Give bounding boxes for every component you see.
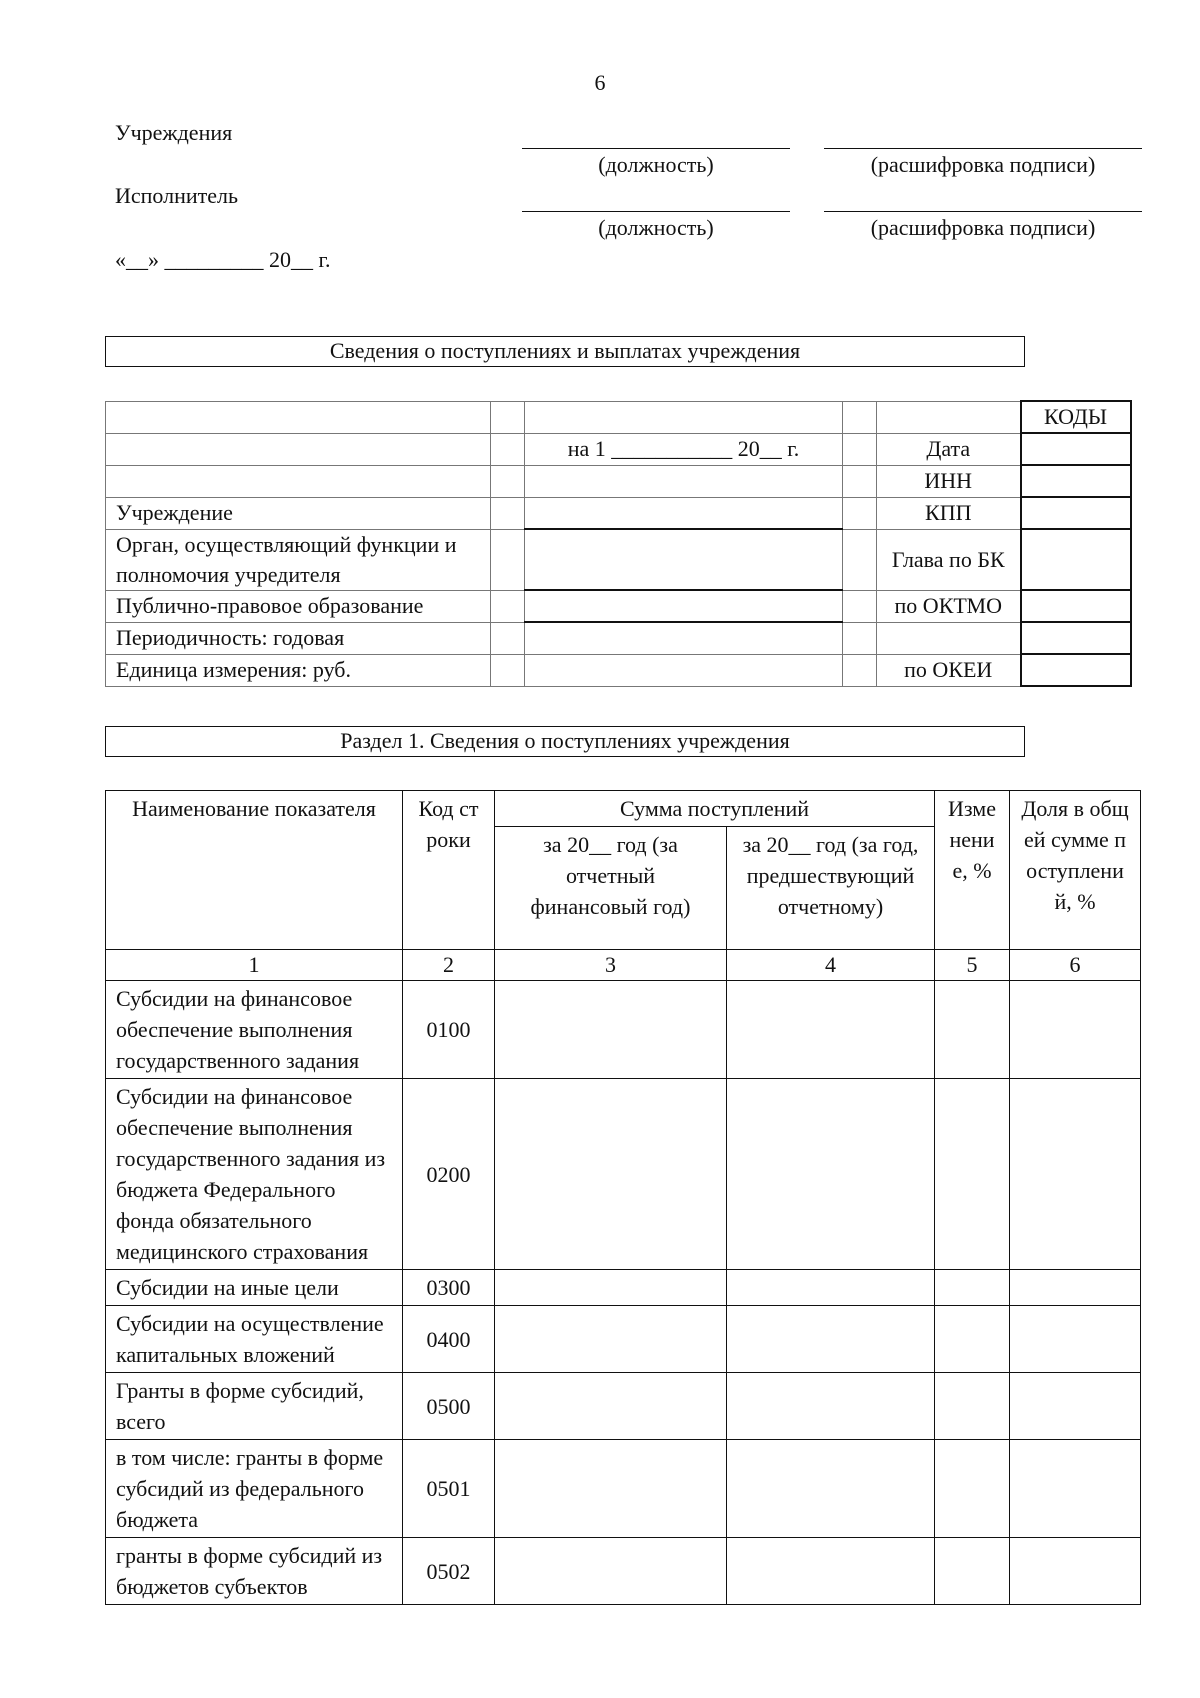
section1-title: Раздел 1. Сведения о поступлениях учреждения [105,726,1025,757]
cell-share[interactable] [1010,1306,1141,1373]
code-label-inn: ИНН [877,465,1021,497]
decode-signature-line-1[interactable] [824,148,1142,149]
table-row [106,1079,1141,1270]
code-field-oktmo[interactable] [1021,590,1131,622]
table-row [106,1538,1141,1605]
header-change: Изменение, % [935,791,1010,950]
cell-change[interactable] [935,1440,1010,1538]
signature-label-executor: Исполнитель [115,183,239,208]
code-field-inn[interactable] [1021,465,1131,497]
info-row-unit [106,654,1131,686]
form-title: Сведения о поступлениях и выплатах учреждения [105,336,1025,367]
code-label-date: Дата [877,433,1021,465]
cell-current-year[interactable] [495,1373,727,1440]
table-row [106,981,1141,1079]
report-date: на 1 ___________ 20__ г. [525,433,843,465]
row-code: 0100 [403,981,495,1079]
field-institution[interactable] [525,497,843,529]
info-row-institution [106,497,1131,529]
col-number: 4 [727,950,935,981]
col-number: 1 [106,950,403,981]
cell-share[interactable] [1010,1440,1141,1538]
position-caption-1: (должность) [598,152,714,177]
cell-change[interactable] [935,1373,1010,1440]
cell-current-year[interactable] [495,981,727,1079]
field-founder[interactable] [525,529,843,590]
cell-change[interactable] [935,1538,1010,1605]
header-name: Наименование показателя [106,791,403,950]
code-label-kpp: КПП [877,497,1021,529]
label-public-entity: Публично-правовое образование [106,590,491,622]
info-row-public-entity [106,590,1131,622]
info-row-codes-header [106,401,1131,433]
row-code: 0200 [403,1079,495,1270]
signature-date: «__» _________ 20__ г. [115,247,331,272]
code-field-okei[interactable] [1021,654,1131,686]
header-code: Код строки [403,791,495,950]
signature-label-institution: Учреждения [115,120,233,145]
row-code: 0500 [403,1373,495,1440]
cell-change[interactable] [935,981,1010,1079]
cell-share[interactable] [1010,981,1141,1079]
cell-current-year[interactable] [495,1270,727,1306]
table-row [106,1440,1141,1538]
table-row [106,1373,1141,1440]
label-founder: Орган, осуществляющий функции и полномочия учредителя [106,529,491,590]
row-name: в том числе: гранты в форме субсидий из федерального бюджета [106,1440,403,1538]
code-label-oktmo: по ОКТМО [877,590,1021,622]
position-caption-2: (должность) [598,215,714,240]
info-row-periodicity [106,622,1131,654]
code-label-okei: по ОКЕИ [877,654,1021,686]
cell-prev-year[interactable] [727,1440,935,1538]
row-name: Субсидии на осуществление капитальных вложений [106,1306,403,1373]
header-row-1 [106,791,1141,827]
row-name: гранты в форме субсидий из бюджетов субъектов [106,1538,403,1605]
cell-current-year[interactable] [495,1538,727,1605]
cell-current-year[interactable] [495,1306,727,1373]
page-number: 6 [594,70,606,95]
header-current-year: за 20__ год (за отчетный финансовый год) [495,827,727,950]
cell-current-year[interactable] [495,1440,727,1538]
institution-info-table [105,400,1132,687]
receipts-table [105,790,1141,1605]
cell-prev-year[interactable] [727,981,935,1079]
label-unit: Единица измерения: руб. [106,654,491,686]
cell-share[interactable] [1010,1373,1141,1440]
cell-prev-year[interactable] [727,1373,935,1440]
code-field-kpp[interactable] [1021,497,1131,529]
code-field-date[interactable] [1021,433,1131,465]
code-field-periodicity[interactable] [1021,622,1131,654]
position-signature-line-2[interactable] [522,211,790,212]
header-share: Доля в общей сумме поступлений, % [1010,791,1141,950]
decode-signature-line-2[interactable] [824,211,1142,212]
label-institution: Учреждение [106,497,491,529]
row-name: Субсидии на финансовое обеспечение выполнения государственного задания [106,981,403,1079]
row-name: Субсидии на иные цели [106,1270,403,1306]
row-code: 0502 [403,1538,495,1605]
row-name: Гранты в форме субсидий, всего [106,1373,403,1440]
info-row-founder [106,529,1131,590]
field-public-entity[interactable] [525,590,843,622]
code-label-chapter-bk: Глава по БК [877,529,1021,590]
cell-prev-year[interactable] [727,1270,935,1306]
col-number: 6 [1010,950,1141,981]
cell-change[interactable] [935,1306,1010,1373]
column-numbers-row [106,950,1141,981]
header-prev-year: за 20__ год (за год, предшествующий отчетному) [727,827,935,950]
cell-prev-year[interactable] [727,1306,935,1373]
cell-current-year[interactable] [495,1079,727,1270]
code-field-chapter-bk[interactable] [1021,529,1131,590]
info-row-date [106,433,1131,465]
row-name: Субсидии на финансовое обеспечение выполнения государственного задания из бюджета Федерального фонда обязательного медицинского страхования [106,1079,403,1270]
codes-header: КОДЫ [1021,401,1131,433]
row-code: 0400 [403,1306,495,1373]
cell-share[interactable] [1010,1079,1141,1270]
cell-share[interactable] [1010,1270,1141,1306]
position-signature-line-1[interactable] [522,148,790,149]
row-code: 0501 [403,1440,495,1538]
decode-caption-1: (расшифровка подписи) [870,152,1096,177]
cell-prev-year[interactable] [727,1538,935,1605]
col-number: 3 [495,950,727,981]
decode-caption-2: (расшифровка подписи) [870,215,1096,240]
table-row [106,1270,1141,1306]
cell-change[interactable] [935,1270,1010,1306]
row-code: 0300 [403,1270,495,1306]
cell-prev-year[interactable] [727,1079,935,1270]
info-row-inn [106,465,1131,497]
col-number: 5 [935,950,1010,981]
label-periodicity: Периодичность: годовая [106,622,491,654]
header-sum: Сумма поступлений [495,791,935,827]
cell-change[interactable] [935,1079,1010,1270]
table-row [106,1306,1141,1373]
cell-share[interactable] [1010,1538,1141,1605]
col-number: 2 [403,950,495,981]
